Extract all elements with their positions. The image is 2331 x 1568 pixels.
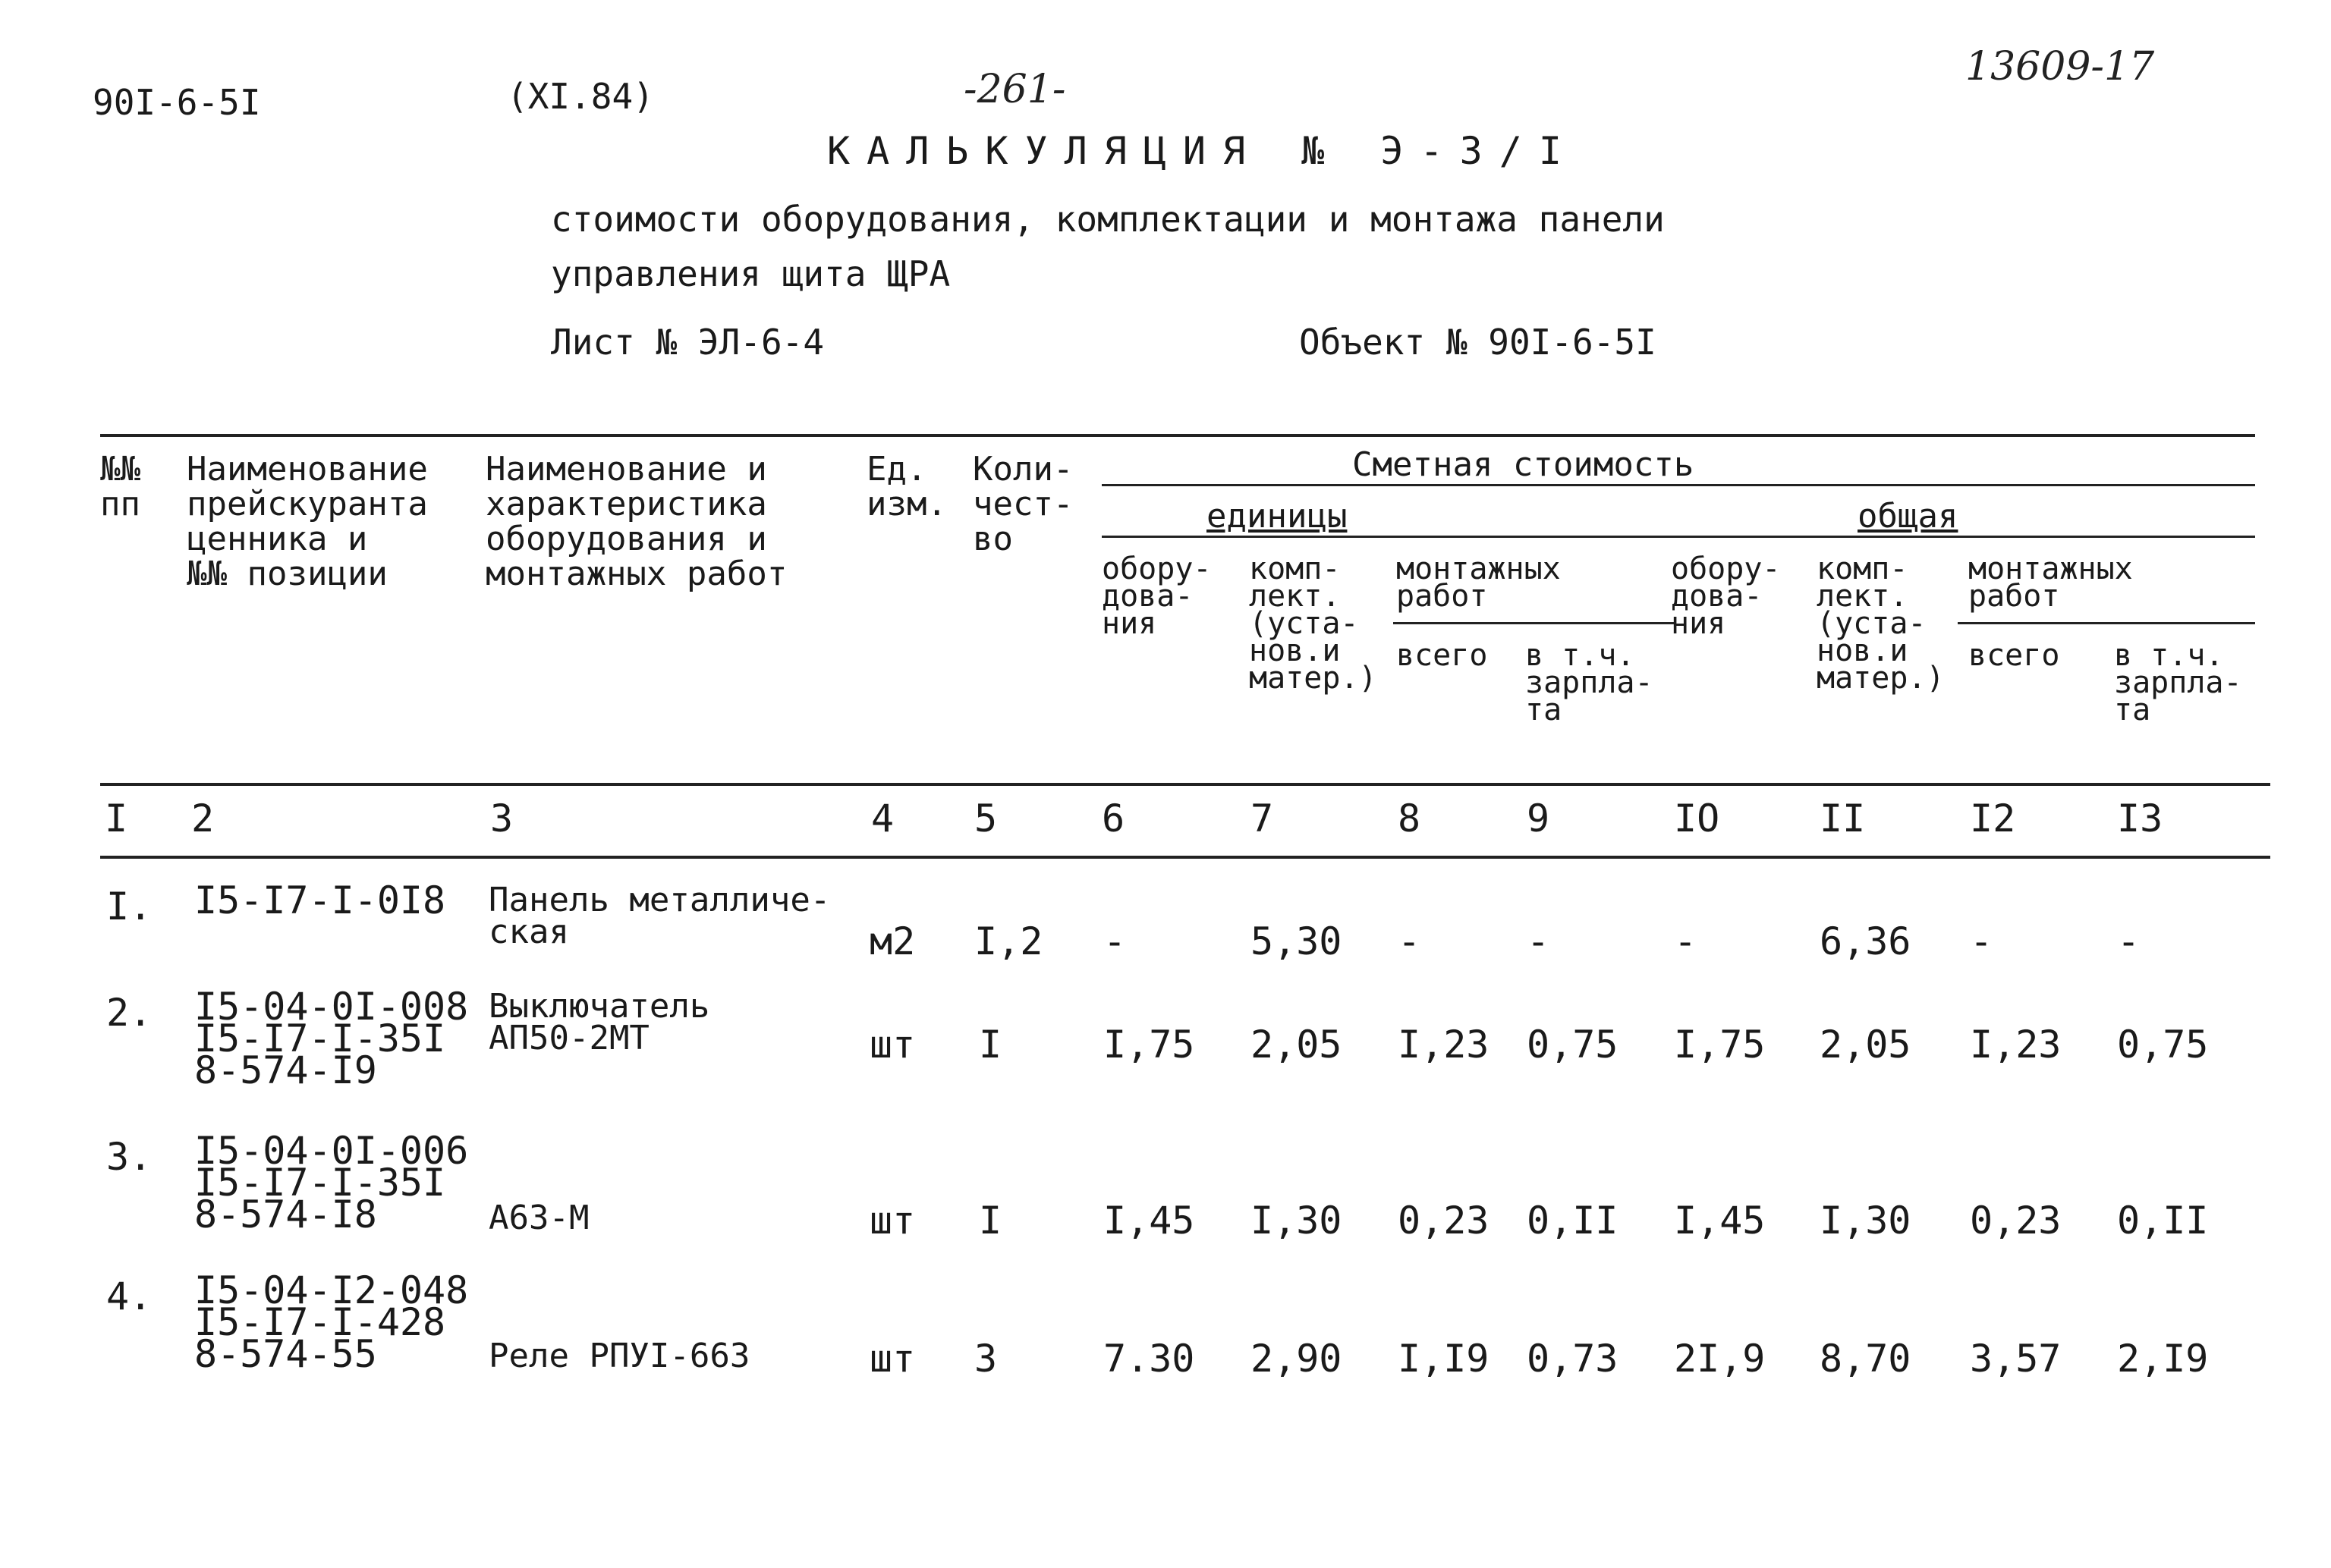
row-2-v13: 0,75 bbox=[2117, 1023, 2209, 1067]
row-1-name: Панель металличе- ская bbox=[489, 881, 831, 951]
row-4-v7: 2,90 bbox=[1250, 1337, 1342, 1381]
row-2-unit: шт bbox=[870, 1023, 916, 1067]
colnum-5: 5 bbox=[974, 797, 998, 841]
smetnaya-rule bbox=[1102, 484, 2255, 486]
header-bottom-rule bbox=[100, 783, 2270, 786]
row-2-v12: I,23 bbox=[1970, 1023, 2062, 1067]
header-edinicy: единицы bbox=[1206, 497, 1348, 536]
header-col-3: Наименование и характеристика оборудования и монтажных работ bbox=[486, 450, 788, 593]
document-title: КАЛЬКУЛЯЦИЯ № Э-3/I bbox=[827, 129, 1578, 173]
page-number: -261- bbox=[964, 67, 1066, 112]
row-3-codes: I5-04-0I-006 I5-I7-I-35I 8-574-I8 bbox=[194, 1129, 469, 1236]
colnum-3: 3 bbox=[490, 797, 514, 841]
row-4-v8: I,I9 bbox=[1398, 1337, 1490, 1381]
colnum-8: 8 bbox=[1398, 797, 1421, 841]
header-obshaya: общая bbox=[1858, 497, 1958, 536]
colnum-12: I2 bbox=[1970, 797, 2016, 841]
header-smetnaya: Сметная стоимость bbox=[1352, 445, 1694, 484]
row-2-v6: I,75 bbox=[1103, 1023, 1195, 1067]
row-3-qty: I bbox=[979, 1199, 1002, 1243]
row-4-v12: 3,57 bbox=[1970, 1337, 2062, 1381]
colnum-6: 6 bbox=[1102, 797, 1125, 841]
colnum-bottom-rule bbox=[100, 856, 2270, 859]
row-3-v12: 0,23 bbox=[1970, 1199, 2062, 1243]
header-col-5: Коли- чест- во bbox=[973, 450, 1074, 558]
header-unit-komplekt: комп- лект. (уста- нов.и матер.) bbox=[1249, 551, 1377, 696]
row-3-v10: I,45 bbox=[1674, 1199, 1766, 1243]
row-3-unit: шт bbox=[870, 1199, 916, 1243]
unit-montazh-rule bbox=[1393, 622, 1674, 624]
row-3-v9: 0,II bbox=[1527, 1199, 1618, 1243]
row-2-v11: 2,05 bbox=[1820, 1023, 1911, 1067]
row-1-v10: - bbox=[1674, 919, 1697, 963]
row-1-v13: - bbox=[2117, 919, 2141, 963]
document-code: 90I-6-5I bbox=[93, 82, 261, 123]
row-2-qty: I bbox=[979, 1023, 1002, 1067]
row-4-v13: 2,I9 bbox=[2117, 1337, 2209, 1381]
row-1-codes: I5-I7-I-0I8 bbox=[194, 878, 446, 922]
row-2-number: 2. bbox=[106, 991, 153, 1035]
colnum-7: 7 bbox=[1250, 797, 1274, 841]
colnum-13: I3 bbox=[2117, 797, 2163, 841]
header-total-montazh: монтажных работ bbox=[1968, 551, 2133, 614]
row-1-v7: 5,30 bbox=[1250, 919, 1342, 963]
sheet-number: Лист № ЭЛ-6-4 bbox=[551, 322, 825, 363]
header-unit-montazh: монтажных работ bbox=[1396, 551, 1561, 614]
header-col-2: Наименование прейскуранта ценника и №№ позиции bbox=[187, 450, 428, 593]
colnum-11: II bbox=[1820, 797, 1866, 841]
header-total-vsego: всего bbox=[1968, 638, 2060, 673]
row-2-v8: I,23 bbox=[1398, 1023, 1490, 1067]
colnum-10: IO bbox=[1674, 797, 1720, 841]
row-1-qty: I,2 bbox=[974, 919, 1043, 963]
row-3-v6: I,45 bbox=[1103, 1199, 1195, 1243]
row-4-qty: 3 bbox=[974, 1337, 998, 1381]
row-1-v8: - bbox=[1398, 919, 1421, 963]
row-1-v6: - bbox=[1103, 919, 1127, 963]
header-unit-vsego: всего bbox=[1396, 638, 1488, 673]
table-top-rule bbox=[100, 434, 2255, 437]
row-2-v7: 2,05 bbox=[1250, 1023, 1342, 1067]
row-3-v13: 0,II bbox=[2117, 1199, 2209, 1243]
row-4-number: 4. bbox=[106, 1274, 153, 1318]
row-1-unit: м2 bbox=[870, 919, 916, 963]
title-line-1: стоимости оборудования, комплектации и монтажа панели bbox=[551, 199, 1665, 240]
row-4-v6: 7.30 bbox=[1103, 1337, 1195, 1381]
row-4-name: Реле РПУI-663 bbox=[489, 1337, 750, 1375]
colnum-1: I bbox=[105, 797, 128, 841]
row-2-name: Выключатель АП50-2МТ bbox=[489, 987, 710, 1057]
header-total-vtch: в т.ч. зарпла- та bbox=[2114, 638, 2242, 727]
row-4-v11: 8,70 bbox=[1820, 1337, 1911, 1381]
header-total-oborud: обору- дова- ния bbox=[1671, 551, 1781, 641]
row-4-unit: шт bbox=[870, 1337, 916, 1381]
colnum-9: 9 bbox=[1527, 797, 1550, 841]
colnum-2: 2 bbox=[191, 797, 215, 841]
row-3-number: 3. bbox=[106, 1135, 153, 1179]
row-4-v10: 2I,9 bbox=[1674, 1337, 1766, 1381]
object-number: Объект № 90I-6-5I bbox=[1299, 322, 1656, 363]
row-4-codes: I5-04-I2-048 I5-I7-I-428 8-574-55 bbox=[194, 1268, 469, 1376]
title-line-2: управления щита ЩРА bbox=[551, 253, 951, 294]
row-4-v9: 0,73 bbox=[1527, 1337, 1618, 1381]
row-1-v12: - bbox=[1970, 919, 1993, 963]
row-2-v10: I,75 bbox=[1674, 1023, 1766, 1067]
row-2-codes: I5-04-0I-008 I5-I7-I-35I 8-574-I9 bbox=[194, 985, 469, 1092]
edinicy-rule bbox=[1102, 536, 2255, 538]
archive-number: 13609-17 bbox=[1965, 44, 2155, 90]
document-date: (XI.84) bbox=[507, 76, 654, 117]
row-3-v8: 0,23 bbox=[1398, 1199, 1490, 1243]
row-1-number: I. bbox=[106, 885, 153, 929]
header-col-4: Ед. изм. bbox=[867, 450, 947, 523]
row-3-v11: I,30 bbox=[1820, 1199, 1911, 1243]
row-3-name: А63-М bbox=[489, 1199, 590, 1237]
row-1-v11: 6,36 bbox=[1820, 919, 1911, 963]
header-col-1: №№ пп bbox=[100, 450, 140, 523]
row-3-v7: I,30 bbox=[1250, 1199, 1342, 1243]
header-total-komplekt: комп- лект. (уста- нов.и матер.) bbox=[1817, 551, 1945, 696]
row-2-v9: 0,75 bbox=[1527, 1023, 1618, 1067]
colnum-4: 4 bbox=[871, 797, 895, 841]
header-unit-vtch: в т.ч. зарпла- та bbox=[1525, 638, 1653, 727]
total-montazh-rule bbox=[1958, 622, 2255, 624]
row-1-v9: - bbox=[1527, 919, 1550, 963]
header-unit-oborud: обору- дова- ния bbox=[1102, 551, 1212, 641]
